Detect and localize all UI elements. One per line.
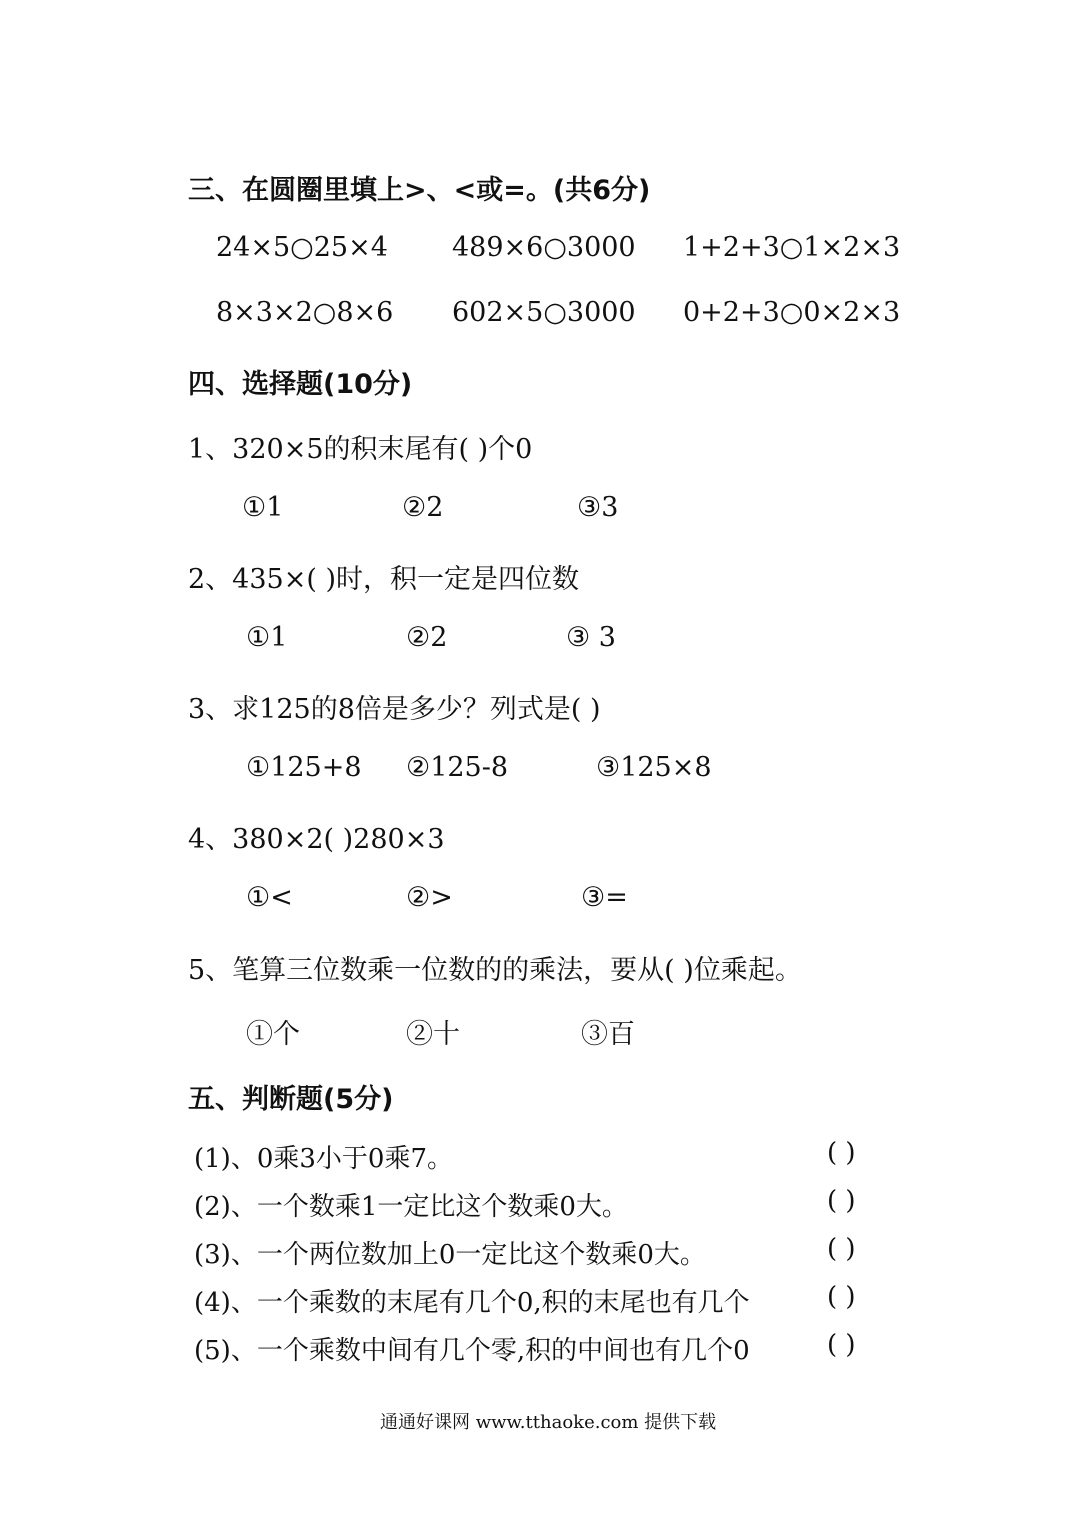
judgment-item: (2)、一个数乘1一定比这个数乘0大。 xyxy=(194,1192,628,1222)
section-3-heading: 三、在圆圈里填上>、<或=。(共6分) xyxy=(188,175,651,206)
question-text: 2、435×( )时，积一定是四位数 xyxy=(188,564,579,595)
judgment-item: (1)、0乘3小于0乘7。 xyxy=(194,1144,453,1174)
section-4-heading: 四、选择题(10分) xyxy=(188,369,413,400)
option-item: ②2 xyxy=(402,492,444,523)
judgment-item: (4)、一个乘数的末尾有几个0,积的末尾也有几个 xyxy=(194,1288,750,1318)
option-item: ②> xyxy=(406,882,453,913)
comparison-item: 24×5○25×4 xyxy=(216,232,388,263)
answer-bracket: ( ) xyxy=(827,1186,856,1216)
question-text: 1、320×5的积末尾有( )个0 xyxy=(188,434,533,465)
page-footer: 通通好课网 www.tthaoke.com 提供下载 xyxy=(380,1412,717,1433)
section-5-heading: 五、判断题(5分) xyxy=(188,1084,394,1115)
answer-bracket: ( ) xyxy=(827,1330,856,1360)
option-item: ③百 xyxy=(581,1019,635,1050)
judgment-item: (5)、一个乘数中间有几个零,积的中间也有几个0 xyxy=(194,1336,750,1366)
option-item: ①1 xyxy=(242,492,284,523)
answer-bracket: ( ) xyxy=(827,1282,856,1312)
option-item: ②125-8 xyxy=(406,752,509,783)
option-item: ②2 xyxy=(406,622,448,653)
option-item: ②十 xyxy=(406,1019,460,1050)
option-item: ①个 xyxy=(246,1019,300,1050)
option-item: ③ 3 xyxy=(566,622,616,653)
option-item: ③= xyxy=(581,882,628,913)
comparison-item: 8×3×2○8×6 xyxy=(216,297,394,328)
option-item: ①1 xyxy=(246,622,288,653)
comparison-item: 1+2+3○1×2×3 xyxy=(683,232,901,263)
comparison-item: 0+2+3○0×2×3 xyxy=(683,297,901,328)
option-item: ③125×8 xyxy=(596,752,712,783)
question-text: 3、求125的8倍是多少？列式是( ) xyxy=(188,694,601,725)
comparison-item: 602×5○3000 xyxy=(452,297,636,328)
option-item: ①< xyxy=(246,882,293,913)
option-item: ③3 xyxy=(577,492,619,523)
answer-bracket: ( ) xyxy=(827,1138,856,1168)
comparison-item: 489×6○3000 xyxy=(452,232,636,263)
answer-bracket: ( ) xyxy=(827,1234,856,1264)
question-text: 4、380×2( )280×3 xyxy=(188,824,445,855)
judgment-item: (3)、一个两位数加上0一定比这个数乘0大。 xyxy=(194,1240,706,1270)
option-item: ①125+8 xyxy=(246,752,362,783)
question-text: 5、笔算三位数乘一位数的的乘法，要从( )位乘起。 xyxy=(188,955,802,986)
